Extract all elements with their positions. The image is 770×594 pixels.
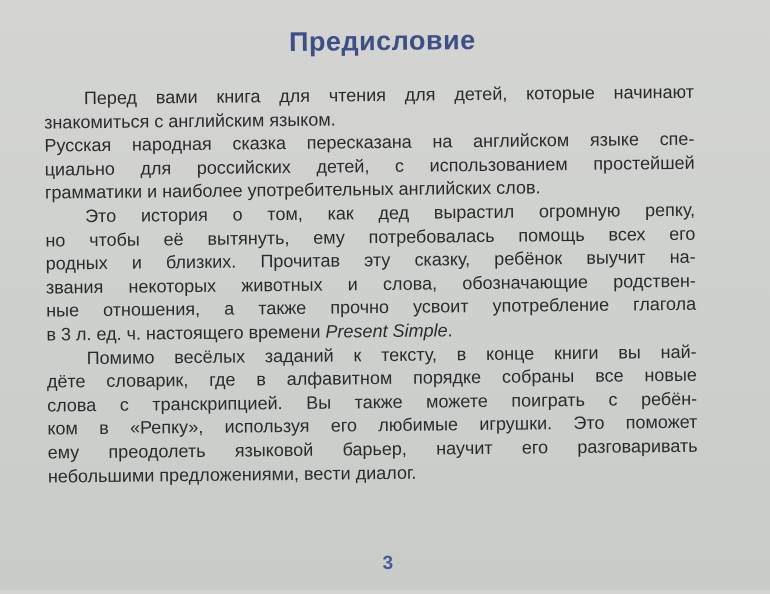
page-number: 3: [382, 552, 394, 575]
text-segment: .: [447, 320, 453, 341]
text-line: родных и близких. Прочитав эту сказку, ребёнок выучит на-: [45, 246, 696, 274]
text-line: Перед вами книга для чтения для детей, которые начинают: [83, 81, 694, 109]
text-line: ком в «Репку», используя его любимые игрушки. Это поможет: [47, 412, 698, 439]
text-line: циально для российских детей, с использованием простейшей: [44, 152, 695, 180]
text-line: Помимо весёлых заданий к тексту, в конце книги вы най-: [86, 341, 697, 368]
text-line: ные отношения, а также прочно усвоит употребление глагола: [46, 294, 697, 321]
text-line: грамматики и наиболее употребительных английских слов.: [44, 177, 541, 203]
text-segment: в 3 л. ед. ч. настоящего времени: [46, 321, 326, 345]
preface-text: [44, 81, 698, 489]
grammar-term: Present Simple: [325, 320, 448, 342]
text-line: ему преодолеть языковой барьер, научит его разговаривать: [47, 435, 698, 463]
text-line: знакомиться с английским языком.: [44, 109, 336, 133]
text-line: Русская народная сказка пересказана на английском языке спе-: [44, 128, 695, 156]
text-line: небольшими предложениями, вести диалог.: [47, 462, 417, 487]
text-line: звания некоторых животных и слова, обозначающие родствен-: [45, 270, 696, 298]
text-line: дёте словарик, где в алфавитном порядке собраны все новые: [46, 364, 697, 392]
text-line: но чтобы её вытянуть, ему потребовалась помощь всех его: [45, 223, 696, 251]
text-line: слова с транскрипцией. Вы также можете поиграть с ребён-: [47, 388, 698, 416]
text-line: Это история о том, как дед вырастил огромную репку,: [85, 199, 696, 227]
page-title: Предисловие: [288, 25, 476, 57]
